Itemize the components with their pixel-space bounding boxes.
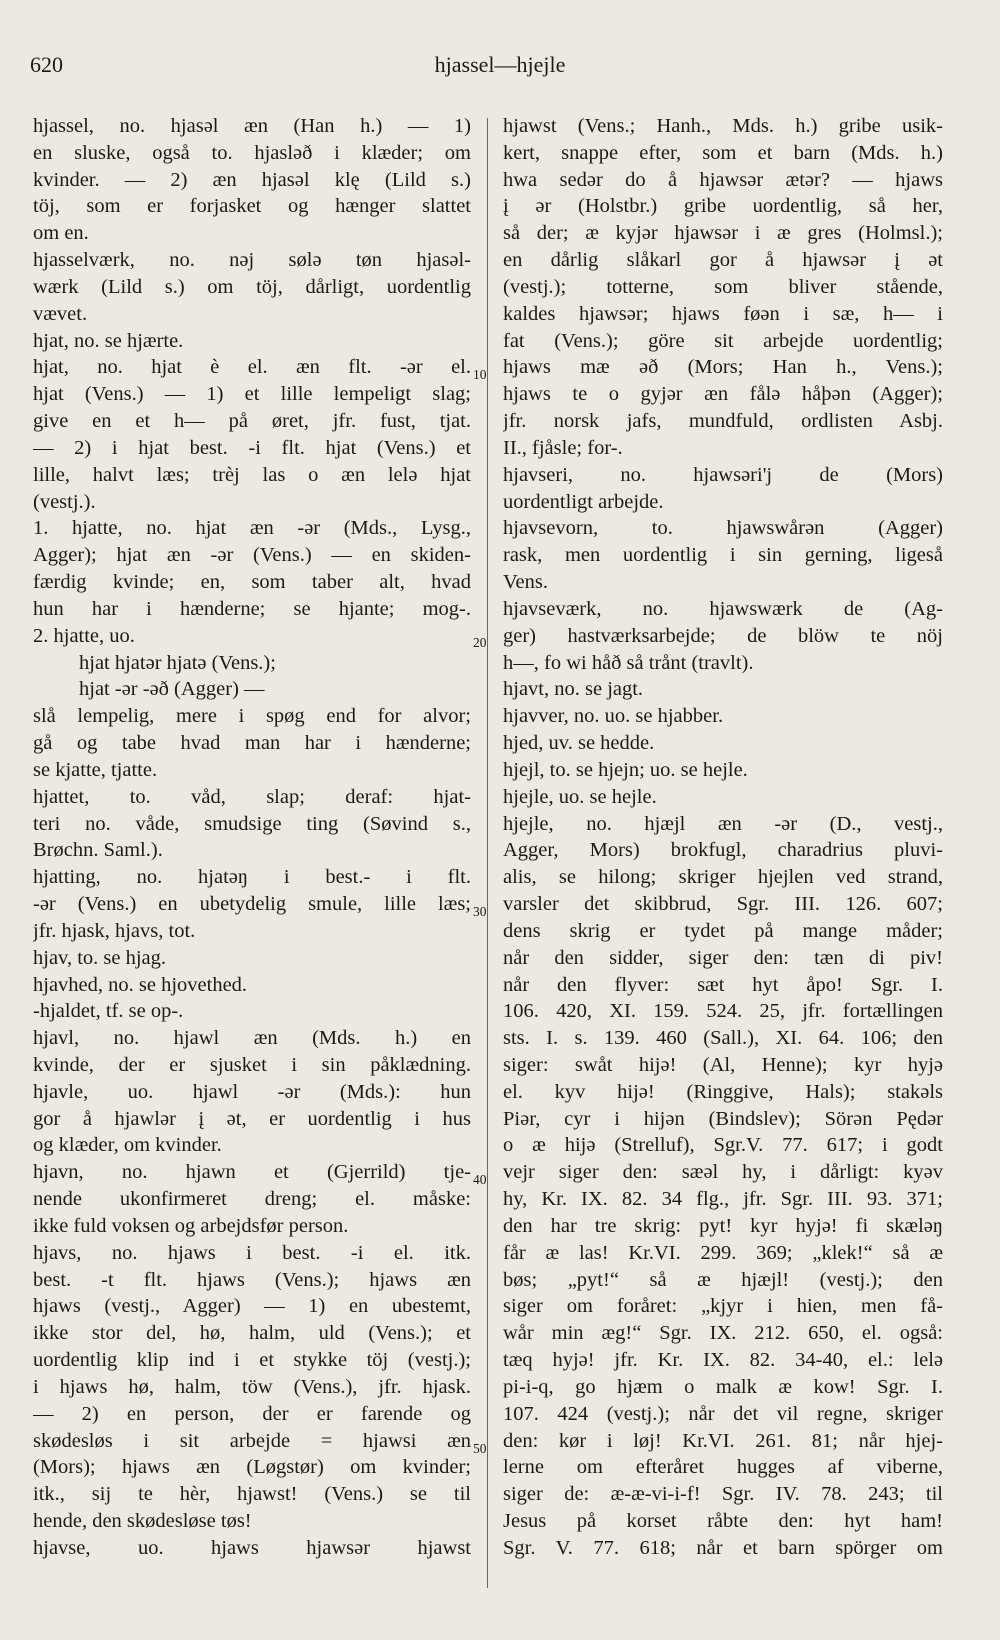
text-line: hjasselværk, no. nǝj sølǝ tøn hjasǝl- (33, 249, 471, 272)
running-title: hjassel—hjejle (434, 52, 566, 77)
text-line: — 2) en person, der er farende og (33, 1402, 471, 1425)
text-line: hjat, no. se hjærte. (33, 329, 184, 352)
text-line: hjejle, uo. se hejle. (503, 785, 657, 808)
text-line: når den flyver: sæt hyt åpo! Sgr. I. (503, 973, 943, 996)
text-line: hjawst (Vens.; Hanh., Mds. h.) gribe usik- (503, 115, 943, 137)
text-line: ikke stor del, hø, halm, uld (Vens.); et (33, 1322, 471, 1345)
text-line: om en. (33, 222, 89, 245)
text-line: lille, halvt læs; trèj las o æn lelə hjat (33, 463, 471, 486)
text-line: (vestj.); totterne, som bliver stående, (503, 275, 943, 298)
text-line: Agger, Mors) brokfugl, charadrius pluvi- (503, 839, 943, 862)
text-line: den: kør i løj! Kr.VI. 261. 81; når hjej- (503, 1429, 943, 1452)
text-line: itk., sij te hèr, hjawst! (Vens.) se til (33, 1483, 471, 1506)
text-line: hjejle, no. hjæjl æn -ər (D., vestj., (503, 812, 943, 835)
text-line: sts. I. s. 139. 460 (Sall.), XI. 64. 106; den (503, 1027, 943, 1050)
text-line: II., fjåsle; for-. (503, 436, 623, 459)
text-line: får æ las! Kr.VI. 299. 369; „klek!“ så æ (503, 1241, 943, 1264)
text-line: — 2) i hjat best. -i flt. hjat (Vens.) et (33, 436, 471, 459)
text-line: jfr. hjask, hjavs, tot. (33, 919, 196, 942)
text-line: siger: swåt hijə! (Al, Henne); kyr hyjə (503, 1053, 943, 1076)
text-line: kvinde, der er sjusket i sin påklædning. (33, 1053, 471, 1076)
text-line: siger om foråret: „kjyr i hien, men få- (503, 1295, 943, 1318)
text-line: fat (Vens.); göre sit arbejde uordentlig; (503, 329, 943, 352)
text-line: tæq hyjə! jfr. Kr. IX. 82. 34-40, el.: lelə (503, 1349, 943, 1372)
text-line: hjavseri, no. hjawsəri'j de (Mors) (503, 463, 943, 486)
text-line: hjavt, no. se jagt. (503, 678, 644, 701)
text-line: hjavseværk, no. hjawswærk de (Ag- (503, 597, 943, 620)
text-line: el. kyv hijə! (Ringgive, Hals); stakəls (503, 1080, 943, 1103)
line-marker: 40 (473, 1172, 487, 1187)
text-line: h—, fo wi håð så trånt (travlt). (503, 651, 754, 674)
text-line: hjaws mæ əð (Mors; Han h., Vens.); (503, 356, 943, 379)
text-line: hun har i hænderne; se hjante; mog-. (33, 597, 471, 620)
text-line: bøs; „pyt!“ så æ hjæjl! (vestj.); den (503, 1268, 943, 1291)
text-line: wærk (Lild s.) om töj, dårligt, uordentlig (33, 275, 471, 298)
text-line: Sgr. V. 77. 618; når et barn spörger om (503, 1536, 943, 1559)
text-line: hjat, no. hjat è el. æn flt. -ər el. (33, 356, 471, 379)
text-line: ikke fuld voksen og arbejdsfør person. (33, 1214, 349, 1237)
text-line: så der; æ kyjər hjawsər i æ gres (Holmsl.); (503, 222, 943, 245)
right-column (503, 113, 943, 1562)
text-line: vejr siger den: sæəl hy, i dårligt: kyəv (503, 1161, 943, 1184)
text-line: hjatting, no. hjatəŋ i best.- i flt. (33, 866, 471, 889)
line-marker: 20 (473, 635, 487, 650)
text-line: teri no. våde, smudsige ting (Søvind s., (33, 812, 471, 835)
text-line: hjaws te o gyjər æn fålə håþən (Agger); (503, 383, 943, 406)
text-line: nende ukonfirmeret dreng; el. måske: (33, 1188, 471, 1211)
line-marker: 10 (473, 367, 487, 382)
text-line: uordentligt arbejde. (503, 490, 664, 513)
text-line: hjavn, no. hjawn et (Gjerrild) tje- (33, 1161, 471, 1184)
text-line: wår min æg!“ Sgr. IX. 212. 650, el. også: (503, 1322, 943, 1345)
text-line: hjavl, no. hjawl æn (Mds. h.) en (33, 1027, 471, 1050)
text-line: Brøchn. Saml.). (33, 839, 163, 862)
text-line: hwa sedər do å hjawsər ætər? — hjaws (503, 168, 943, 191)
text-line: pi-i-q, go hjæm o malk æ kow! Sgr. I. (503, 1375, 943, 1398)
text-line: hjavs, no. hjaws i best. -i el. itk. (33, 1241, 471, 1264)
text-line: hjaws (vestj., Agger) — 1) en ubestemt, (33, 1295, 471, 1318)
page-number: 620 (30, 52, 63, 77)
text-line: slå lempelig, mere i spøg end for alvor; (33, 705, 471, 728)
text-line: į ər (Holstbr.) gribe uordentlig, så her, (503, 195, 943, 218)
text-line: Vens. (503, 571, 548, 594)
text-line: alis, se hilong; skriger hjejlen ved strand, (503, 866, 943, 889)
text-line: uordentlig klip ind i et stykke töj (vestj.); (33, 1349, 471, 1372)
text-line: rask, men uordentlig i sin gerning, ligeså (503, 544, 943, 567)
text-line: færdig kvinde; en, som taber alt, hvad (33, 571, 471, 594)
text-line: og klæder, om kvinder. (33, 1134, 222, 1157)
text-line: hjavhed, no. se hjovethed. (33, 973, 248, 996)
text-line: hjavver, no. uo. se hjabber. (503, 705, 724, 728)
text-line: hjassel, no. hjasəl æn (Han h.) — 1) (33, 115, 471, 137)
text-line: i hjaws hø, halm, töw (Vens.), jfr. hjask. (33, 1375, 471, 1398)
text-line: 106. 420, XI. 159. 524. 25, jfr. fortællingen (503, 1000, 943, 1023)
text-line: o æ hijə (Strelluf), Sgr.V. 77. 617; i godt (503, 1134, 943, 1157)
text-line: gor å hjawlər į ət, er uordentlig i hus (33, 1107, 471, 1130)
text-line: en dårlig slåkarl gor å hjawsər į ət (503, 249, 943, 272)
text-line: Piər, cyr i hijən (Bindslev); Sörən Pędər (503, 1107, 943, 1130)
text-line: hjavsevorn, to. hjawswårən (Agger) (503, 517, 943, 540)
text-line: -hjaldet, tf. se op-. (33, 1000, 184, 1023)
text-line: -ər (Vens.) en ubetydelig smule, lille læs; (33, 893, 471, 916)
text-line: kert, snappe efter, som et barn (Mds. h.) (503, 141, 943, 164)
text-line: kaldes hjawsər; hjaws føən i sæ, h— i (503, 302, 943, 325)
text-line: hjavle, uo. hjawl -ər (Mds.): hun (33, 1080, 471, 1103)
text-line: siger de: æ-æ-vi-i-f! Sgr. IV. 78. 243; til (503, 1483, 943, 1506)
text-line: Jesus på korset råbte den: hyt ham! (503, 1510, 943, 1533)
text-line: jfr. norsk jafs, mundfuld, ordlisten Asbj. (503, 410, 943, 433)
line-marker: 30 (473, 904, 487, 919)
text-line: hjav, to. se hjag. (33, 946, 167, 969)
text-line: hjejl, to. se hjejn; uo. se hejle. (503, 758, 748, 781)
text-line: hende, den skødesløse tøs! (33, 1510, 252, 1533)
text-line: give en et h— på øret, jfr. fust, tjat. (33, 410, 471, 433)
text-line: varsler det skibbrud, Sgr. III. 126. 607; (503, 893, 943, 916)
text-line: kvinder. — 2) æn hjasəl klę (Lild s.) (33, 168, 471, 191)
left-column (33, 113, 471, 1562)
text-line: hjavse, uo. hjaws hjawsər hjawst (33, 1536, 471, 1559)
text-line: (vestj.). (33, 490, 96, 513)
text-line: lerne om efteråret hugges af viberne, (503, 1456, 943, 1479)
text-line: dens skrig er tydet på mange måder; (503, 919, 943, 942)
text-line: skødesløs i sit arbejde = hjawsi æn (33, 1429, 471, 1452)
text-line: se kjatte, tjatte. (33, 758, 158, 781)
text-line: 1. hjatte, no. hjat æn -ər (Mds., Lysg., (33, 517, 471, 540)
text-line: hy, Kr. IX. 82. 34 flg., jfr. Sgr. III. 93. 371; (503, 1188, 943, 1211)
text-line: (Mors); hjaws æn (Løgstør) om kvinder; (33, 1456, 471, 1479)
text-line: hjat hjatər hjatə (Vens.); (79, 651, 276, 674)
text-line: töj, som er forjasket og hænger slattet (33, 195, 471, 218)
text-line: ger) hastværksarbejde; de blöw te nöj (503, 624, 943, 647)
text-line: hjat (Vens.) — 1) et lille lempeligt slag; (33, 383, 471, 406)
text-line: best. -t flt. hjaws (Vens.); hjaws æn (33, 1268, 471, 1291)
text-line: hjattet, to. våd, slap; deraf: hjat- (33, 785, 471, 808)
text-line: hjed, uv. se hedde. (503, 732, 655, 755)
text-line: 2. hjatte, uo. (33, 624, 135, 647)
text-line: en sluske, også to. hjasləð i klæder; om (33, 141, 471, 164)
text-line: gå og tabe hvad man har i hænderne; (33, 732, 471, 755)
line-marker: 50 (473, 1441, 487, 1456)
text-line: Agger); hjat æn -ər (Vens.) — en skiden- (33, 544, 471, 567)
column-divider (487, 118, 488, 1588)
text-line: hjat -ər -əð (Agger) — (79, 678, 265, 701)
text-line: vævet. (33, 302, 88, 325)
text-line: når den sidder, siger den: tæn di piv! (503, 946, 943, 969)
text-line: den har tre skrig: pyt! kyr hyjə! fi skæləŋ (503, 1214, 943, 1237)
text-line: 107. 424 (vestj.); når det vil regne, skriger (503, 1402, 943, 1425)
